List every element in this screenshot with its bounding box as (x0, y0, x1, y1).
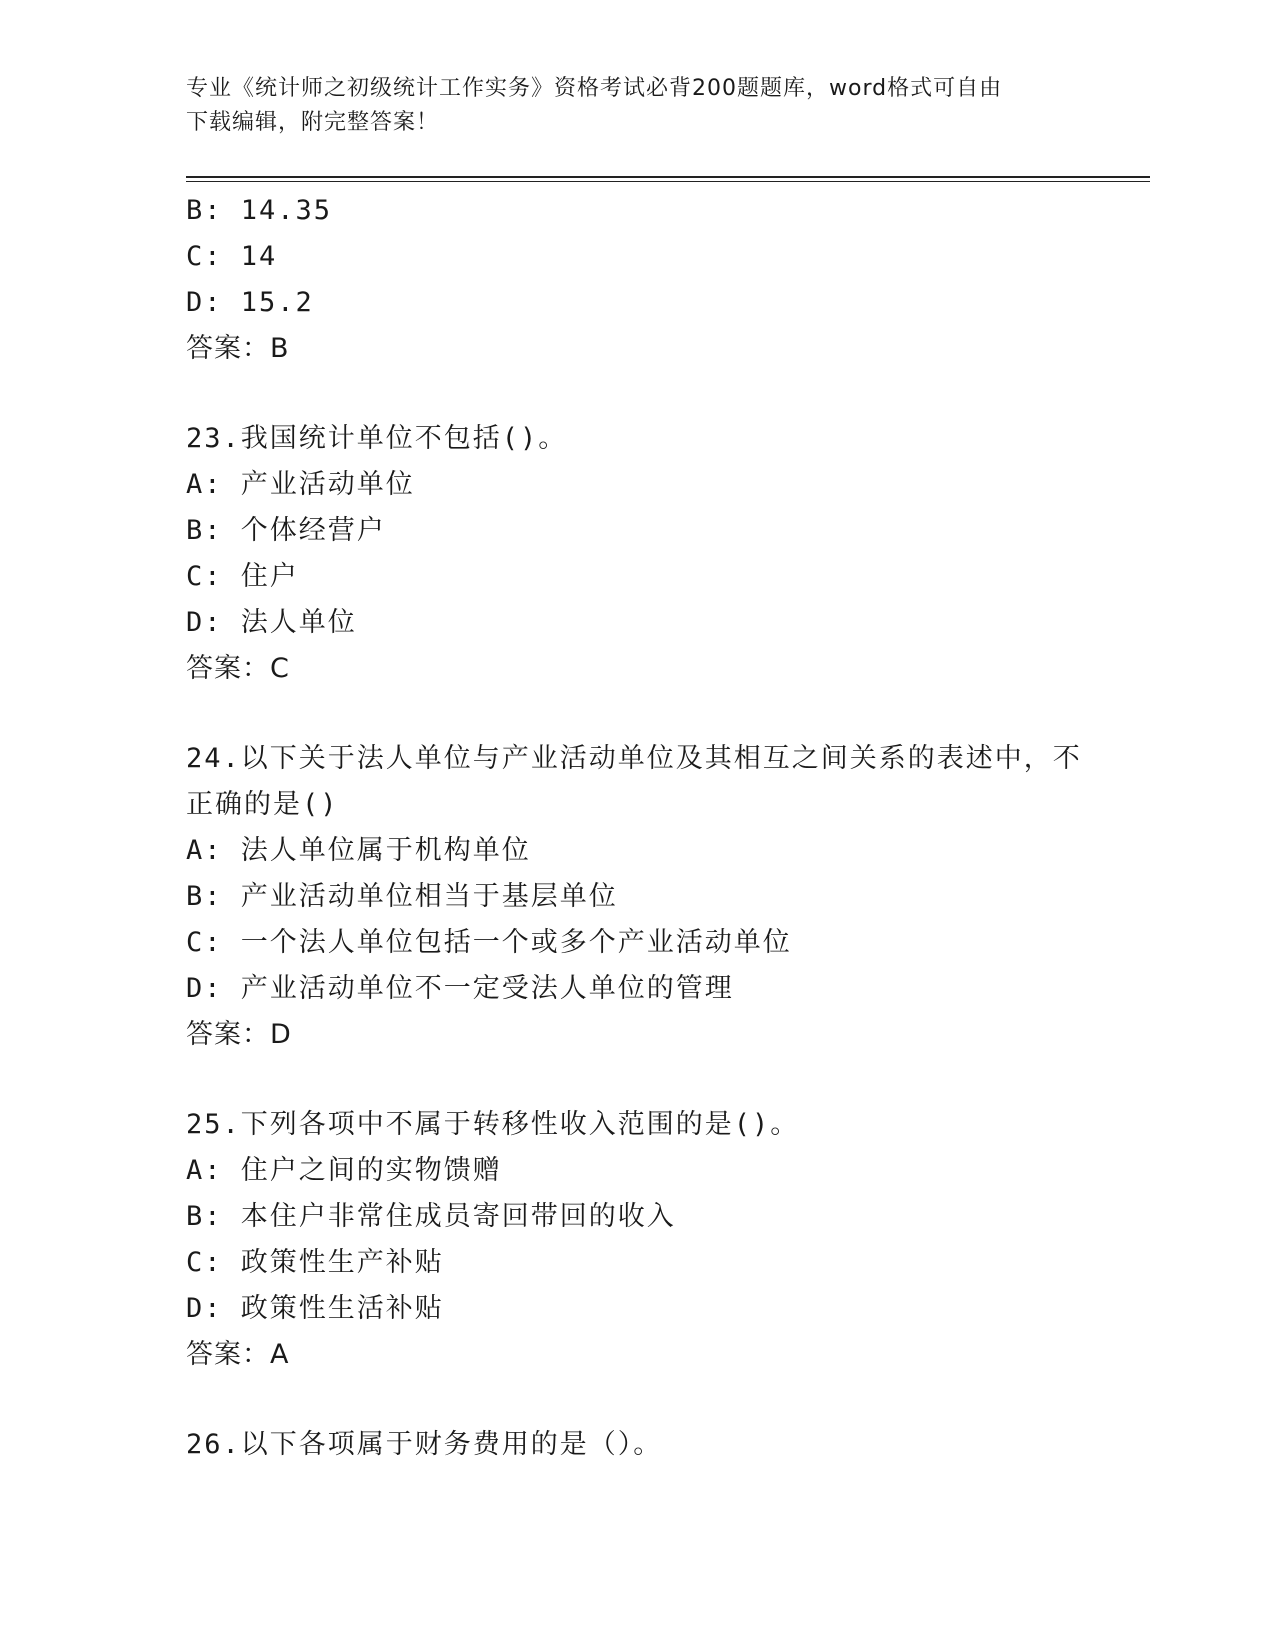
spacer (186, 372, 1086, 416)
option-b: B: 本住户非常住成员寄回带回的收入 (186, 1201, 676, 1232)
question-text: 23.我国统计单位不包括()。 (186, 423, 568, 454)
option-a: A: 住户之间的实物馈赠 (186, 1155, 502, 1186)
option-b: B: 产业活动单位相当于基层单位 (186, 881, 618, 912)
question-22 (186, 188, 1086, 372)
question-list (186, 188, 1086, 1468)
question-24 (186, 736, 1086, 1058)
spacer (186, 692, 1086, 736)
question-text-line-1: 24.以下关于法人单位与产业活动单位及其相互之间关系的表述中，不 (186, 743, 1082, 774)
question-text-line-2: 正确的是() (186, 789, 339, 820)
question-25 (186, 1102, 1086, 1378)
answer: 答案：D (186, 1019, 292, 1050)
option-d: D: 产业活动单位不一定受法人单位的管理 (186, 973, 734, 1004)
option-d: D: 法人单位 (186, 607, 357, 638)
option-b: B: 个体经营户 (186, 515, 386, 546)
header-rule-thin (186, 181, 1150, 182)
document-header (186, 72, 1086, 140)
option-d: D: 政策性生活补贴 (186, 1293, 444, 1324)
spacer (186, 1378, 1086, 1422)
question-23 (186, 416, 1086, 692)
option-a: A: 产业活动单位 (186, 469, 415, 500)
option-a: A: 法人单位属于机构单位 (186, 835, 531, 866)
answer: 答案：A (186, 1339, 290, 1370)
option-c: C: 14 (186, 241, 278, 272)
header-line-2: 下载编辑，附完整答案！ (186, 110, 440, 135)
answer: 答案：C (186, 653, 290, 684)
spacer (186, 1058, 1086, 1102)
option-b: B: 14.35 (186, 195, 333, 226)
header-line-1: 专业《统计师之初级统计工作实务》资格考试必背200题题库，word格式可自由 (186, 76, 1003, 101)
question-text: 26.以下各项属于财务费用的是（）。 (186, 1429, 663, 1460)
answer: 答案：B (186, 333, 290, 364)
header-rule-thick (186, 176, 1150, 178)
option-c: C: 政策性生产补贴 (186, 1247, 444, 1278)
option-c: C: 住户 (186, 561, 299, 592)
option-d: D: 15.2 (186, 287, 314, 318)
option-c: C: 一个法人单位包括一个或多个产业活动单位 (186, 927, 792, 958)
question-26 (186, 1422, 1086, 1468)
question-text: 25.下列各项中不属于转移性收入范围的是()。 (186, 1109, 800, 1140)
